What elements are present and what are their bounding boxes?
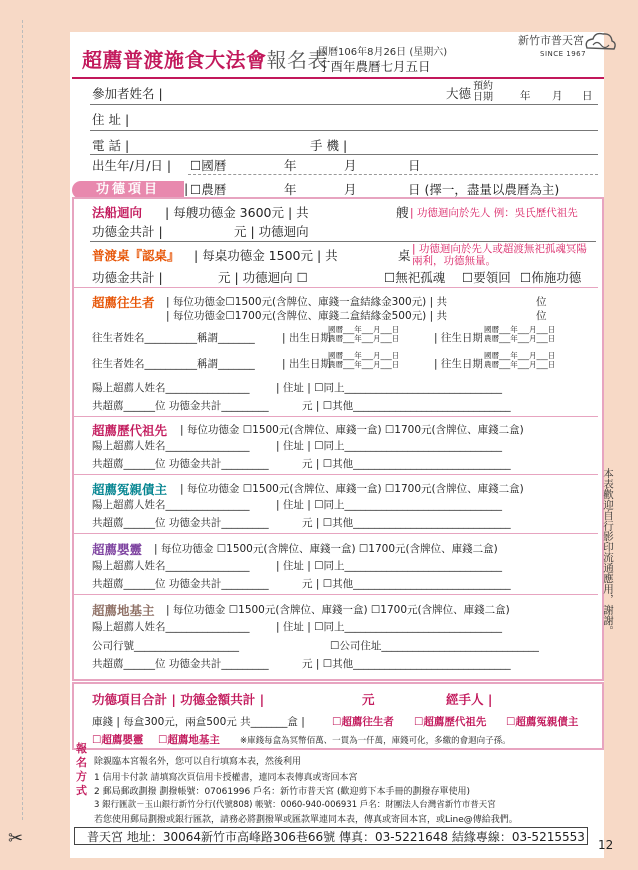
payment-intro: 除親臨本宮報名外，您可以自行填寫本表，然後利用 [94, 757, 302, 767]
phone-field-line[interactable] [90, 154, 598, 155]
ancestors-title: 超薦歷代祖先 [92, 423, 168, 438]
infants-desc: | 每位功德金 ☐1500元(含牌位、庫錢一盒) ☐1700元(含牌位、庫錢二盒) [154, 543, 498, 555]
table-opt-takeback[interactable]: ☐要領回 [462, 270, 511, 285]
boat-line [90, 241, 596, 242]
table-unit: 桌 [398, 248, 411, 263]
landlord-address: | 住址 | ☐同上______________________________ [276, 621, 503, 633]
summary-chk-deceased[interactable]: ☐超薦往生者 [332, 716, 394, 728]
booking-day: 日 [582, 90, 593, 102]
choose-note: 日 (擇一，盡量以農曆為主) [408, 182, 560, 197]
birth-month: 月 [344, 158, 357, 173]
deceased-death-cal-1: 國曆___年___月___日 農曆___年___月___日 [484, 325, 556, 343]
boat-total-unit: 元 | 功德迴向 [234, 224, 309, 239]
date-gregorian: 國曆106年8月26日 (星期六) [318, 47, 448, 58]
ancestors-other: 元 | ☐其他______________________________ [302, 458, 511, 470]
creditors-divider [74, 533, 598, 534]
ancestors-total: 共超薦______位 功德金共計_________ [92, 458, 269, 470]
cut-line [22, 20, 23, 820]
address-label: 住 址 | [92, 112, 130, 127]
org-name: 新竹市普天宮 [518, 34, 584, 47]
mobile-label: 手 機 | [310, 138, 348, 153]
side-note: 本表歡迎自行影印流通應用，謝謝。 [602, 468, 614, 636]
deceased-divider [74, 416, 598, 417]
ancestors-address: | 住址 | ☐同上______________________________ [276, 440, 503, 452]
sep: | [184, 181, 189, 196]
deceased-title: 超薦往生者 [92, 295, 155, 310]
deceased-line2: | 每位功德金☐1700元(含牌位、庫錢二盒結緣金500元) | 共 [166, 310, 447, 322]
dade-label: 大德 [446, 86, 472, 101]
deceased-total: 共超薦______位 功德金共計_________ [92, 400, 269, 412]
deceased-name-label-2: 往生者姓名__________稱謂_______ [92, 358, 255, 370]
table-desc: | 每桌功德金 1500元 | 共 [194, 248, 338, 263]
section-tab-merit: 功德項目 [72, 181, 184, 199]
payment-method-credit: 1 信用卡付款 請填寫次頁信用卡授權書，連同本表傳真或寄回本宮 [94, 773, 358, 783]
name-label: 參加者姓名 | [92, 86, 163, 101]
deceased-birth-cal-2: 國曆___年___月___日 農曆___年___月___日 [328, 351, 400, 369]
summary-note: ※庫錢每盒為冥幣佰萬、一貫為一仟萬，庫錢可化，多繳的會迴向子孫。 [240, 736, 511, 746]
summary-agent: 經手人 | [446, 692, 493, 707]
creditors-other: 元 | ☐其他______________________________ [302, 517, 511, 529]
table-opt-donate[interactable]: ☐佈施功德 [520, 270, 582, 285]
deceased-death-label-1: | 往生日期 [434, 332, 483, 344]
name-field-line[interactable] [90, 104, 598, 105]
summary-coins: 庫錢 | 每盒300元，兩盒500元 共_______盒 | [92, 716, 305, 728]
deceased-line1: | 每位功德金☐1500元(含牌位、庫錢一盒結緣金300元) | 共 [166, 296, 447, 308]
boat-title: 法船迴向 [92, 205, 143, 220]
gregorian-checkbox[interactable]: ☐國曆 [190, 158, 227, 173]
deceased-unit1: 位 [536, 296, 547, 308]
landlord-company: 公司行號____________________ [92, 640, 239, 652]
infants-total: 共超薦______位 功德金共計_________ [92, 578, 269, 590]
lunar-year: 年 [284, 182, 297, 197]
booking-month: 月 [552, 90, 563, 102]
date-lunar: 丁酉年農曆七月五日 [318, 59, 431, 74]
deceased-birth-cal-1: 國曆___年___月___日 農曆___年___月___日 [328, 325, 400, 343]
lunar-checkbox[interactable]: ☐農曆 [190, 182, 227, 197]
deceased-birth-label-1: | 出生日期 [282, 332, 331, 344]
payment-note: 若您使用郵局劃撥或銀行匯款，請務必將劃撥單或匯款單連同本表，傳真或寄回本宮，或Line@傳給我們。 [94, 815, 518, 825]
landlord-applicant: 陽上超薦人姓名________________ [92, 621, 250, 633]
table-total-unit: 元 | 功德迴向 ☐ [218, 270, 308, 285]
deceased-death-cal-2: 國曆___年___月___日 農曆___年___月___日 [484, 351, 556, 369]
scissors-icon: ✂ [8, 828, 24, 849]
summary-yuan: 元 [362, 692, 375, 707]
boat-note: | 功德迴向於先人 例：吳氏歷代祖先 [410, 207, 578, 219]
summary-chk-infants[interactable]: ☐超薦嬰靈 [92, 734, 144, 746]
cloud-logo-icon [583, 30, 617, 56]
deceased-other: 元 | ☐其他______________________________ [302, 400, 511, 412]
ancestors-applicant: 陽上超薦人姓名________________ [92, 440, 250, 452]
deceased-address: | 住址 | ☐同上______________________________ [276, 382, 503, 394]
payment-method-postal: 2 郵局郵政劃撥 劃撥帳號：07061996 戶名：新竹市普天宮 (歡迎剪下本手冊的劃撥存單使用) [94, 787, 471, 797]
table-note: | 功德迴向於先人或超渡無祀孤魂冥陽兩利，功德無量。 [412, 243, 587, 267]
landlord-other: 元 | ☐其他______________________________ [302, 658, 511, 670]
creditors-applicant: 陽上超薦人姓名________________ [92, 499, 250, 511]
creditors-title: 超薦冤親債主 [92, 482, 168, 497]
footer-address: 普天宮 地址：30064新竹市高峰路306巷66號 傳真：03-5221648 結緣專線：03-5215553 [74, 827, 588, 845]
booking-year: 年 [520, 90, 531, 102]
landlord-title: 超薦地基主 [92, 603, 155, 618]
creditors-address: | 住址 | ☐同上______________________________ [276, 499, 503, 511]
infants-address: | 住址 | ☐同上______________________________ [276, 560, 503, 572]
birth-day: 日 [408, 158, 421, 173]
summary-chk-creditors[interactable]: ☐超薦冤親債主 [506, 716, 579, 728]
infants-divider [74, 594, 598, 595]
infants-other: 元 | ☐其他______________________________ [302, 578, 511, 590]
ancestors-desc: | 每位功德金 ☐1500元(含牌位、庫錢一盒) ☐1700元(含牌位、庫錢二盒) [180, 424, 524, 436]
table-title: 普渡桌『認桌』 [92, 248, 180, 263]
summary-chk-ancestors[interactable]: ☐超薦歷代祖先 [414, 716, 487, 728]
birth-year: 年 [284, 158, 297, 173]
org-since: SINCE 1967 [540, 50, 587, 58]
infants-title: 超薦嬰靈 [92, 542, 143, 557]
deceased-death-label-2: | 往生日期 [434, 358, 483, 370]
boat-desc: | 每艘功德金 3600元 | 共 [165, 205, 309, 220]
boat-unit: 艘 [396, 205, 409, 220]
landlord-total: 共超薦______位 功德金共計_________ [92, 658, 269, 670]
ancestors-divider [74, 474, 598, 475]
header-divider [72, 77, 604, 79]
table-opt-orphan[interactable]: ☐無祀孤魂 [384, 270, 446, 285]
summary-total-label: 功德項目合計 | 功德金額共計 | [92, 692, 265, 707]
boat-total-label: 功德金共計 | [92, 224, 163, 239]
creditors-desc: | 每位功德金 ☐1500元(含牌位、庫錢一盒) ☐1700元(含牌位、庫錢二盒) [180, 483, 524, 495]
birth-label: 出生年/月/日 | [92, 158, 172, 173]
deceased-unit2: 位 [536, 310, 547, 322]
booking-date-label: 預約 日期 [473, 81, 493, 103]
infants-applicant: 陽上超薦人姓名________________ [92, 560, 250, 572]
payment-method-bank: 3 銀行匯款－玉山銀行新竹分行(代號808) 帳號：0060-940-006931 戶名：財團法人台灣省新竹市普天宮 [94, 800, 496, 810]
page-number: 12 [598, 838, 614, 852]
deceased-name-label-1: 往生者姓名__________稱謂_______ [92, 332, 255, 344]
address-field-line[interactable] [90, 130, 598, 131]
birth-divider [188, 174, 598, 175]
payment-heading: 報名方式 [76, 742, 87, 797]
table-total-label: 功德金共計 | [92, 270, 163, 285]
page-title: 超薦普渡施食大法會報名表 [82, 48, 328, 72]
deceased-applicant: 陽上超薦人姓名________________ [92, 382, 250, 394]
landlord-company-addr: ☐公司住址______________________________ [330, 640, 539, 652]
summary-chk-landlord[interactable]: ☐超薦地基主 [158, 734, 220, 746]
landlord-desc: | 每位功德金 ☐1500元(含牌位、庫錢一盒) ☐1700元(含牌位、庫錢二盒) [166, 604, 510, 616]
lunar-month: 月 [344, 182, 357, 197]
creditors-total: 共超薦______位 功德金共計_________ [92, 517, 269, 529]
phone-label: 電 話 | [92, 138, 130, 153]
table-divider [74, 287, 598, 288]
deceased-birth-label-2: | 出生日期 [282, 358, 331, 370]
